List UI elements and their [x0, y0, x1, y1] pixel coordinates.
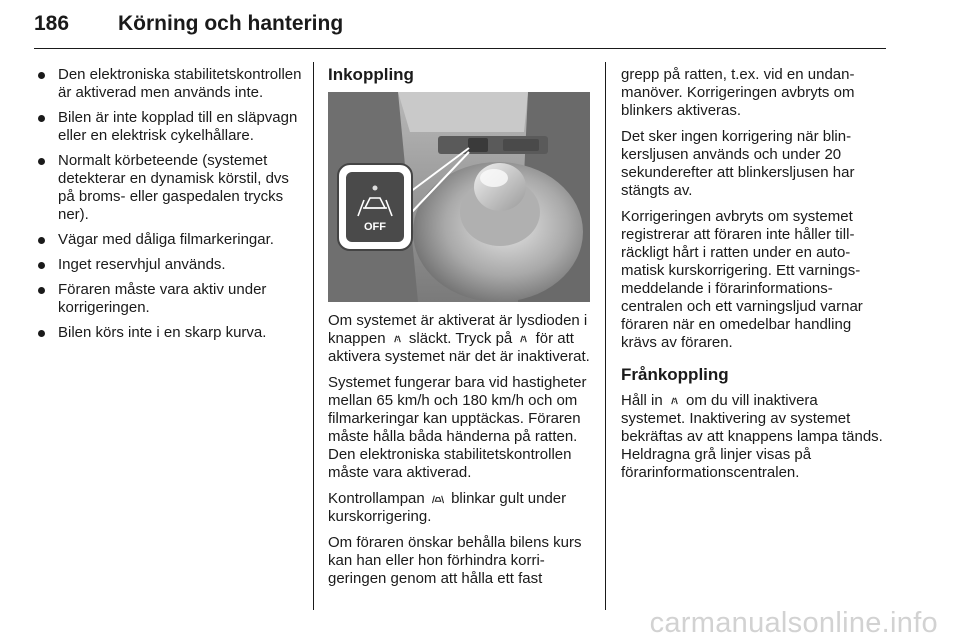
- paragraph: Systemet fungerar bara vid hastigheter mellan 65 km/h och 180 km/h och om filmarkeringar kan upptäckas. Föraren måste hålla båda händerna på ratten. Den elektroniska stabilitetskontrollen måste vara aktiverad.: [328, 374, 587, 481]
- paragraph: Kontrollampan blinkar gult under kurskorrigering.: [328, 490, 567, 525]
- lane-assist-icon: [669, 395, 680, 406]
- column-1: [34, 66, 306, 349]
- page-header: [34, 8, 886, 49]
- column-3: [621, 66, 883, 490]
- section-heading-inkoppling: Inkoppling: [328, 65, 414, 84]
- paragraph: Det sker ingen korrigering när blinkersljusen används och under 20 sekunderefter att blinkersljusen har stängts av.: [621, 128, 855, 199]
- paragraph: Om systemet är aktiverat är lysdioden i knappen släckt. Tryck på för att aktivera systemet när det är inaktiverat.: [328, 312, 590, 365]
- paragraph: Korrigeringen avbryts om systemet registrerar att föraren inte håller tillräckligt hårt i ratten under en automatisk kurskorrigering. Ett varningsmeddelande i förarinformationscentralen och ett varningsljud varnar föraren när en omedelbar handling krävs av föraren.: [621, 208, 863, 351]
- list-item: Normalt körbeteende (systemet detekterar en dynamisk körstil, dvs på broms- eller gaspedalen trycks ner).: [34, 152, 306, 224]
- column-2: [328, 66, 592, 596]
- list-item: Bilen körs inte i en skarp kurva.: [34, 324, 306, 342]
- paragraph: Om föraren önskar behålla bilens kurs kan han eller hon förhindra korrigeringen genom att hålla ett fast: [328, 534, 582, 587]
- watermark: carmanualsonline.info: [649, 607, 938, 639]
- console-illustration: [328, 92, 590, 302]
- lane-assist-icon: [392, 333, 403, 344]
- column-divider-2: [605, 62, 606, 610]
- list-item: Föraren måste vara aktiv under korrigeringen.: [34, 281, 306, 317]
- lane-assist-warning-lamp-icon: [431, 493, 445, 504]
- column-divider-1: [313, 62, 314, 610]
- console-figure: [328, 92, 590, 302]
- button-off-label: OFF: [364, 221, 386, 233]
- paragraph: grepp på ratten, t.ex. vid en undanmanöver. Korrigeringen avbryts om blinkers aktiveras.: [621, 66, 855, 119]
- list-item: Den elektroniska stabilitetskontrollen är aktiverad men används inte.: [34, 66, 306, 102]
- page-title: Körning och hantering: [118, 12, 344, 35]
- list-item: Vägar med dåliga filmarkeringar.: [34, 231, 306, 249]
- condition-list: [34, 66, 306, 342]
- list-item: Inget reservhjul används.: [34, 256, 306, 274]
- paragraph: Håll in om du vill inaktivera systemet. Inaktivering av systemet bekräftas av att knappens lampa tänds. Heldragna grå linjer visas på förarinformationscentralen.: [621, 392, 883, 481]
- list-item: Bilen är inte kopplad till en släpvagn eller en elektrisk cykelhållare.: [34, 109, 306, 145]
- page-number: 186: [34, 12, 70, 35]
- lane-assist-icon: [518, 333, 529, 344]
- section-heading-frankoppling: Frånkoppling: [621, 365, 729, 384]
